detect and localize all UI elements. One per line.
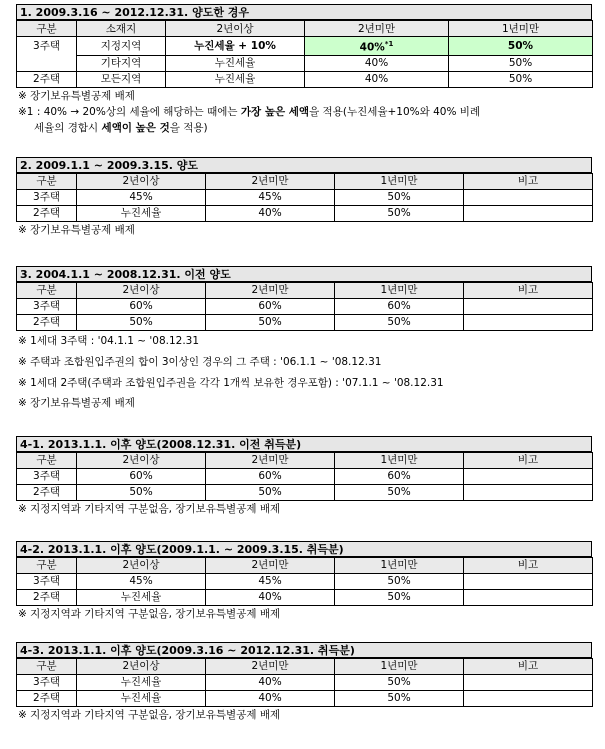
footnote-marker: *1 (384, 40, 394, 48)
table-row (17, 484, 593, 500)
footnote-emphasis: 세액이 높은 것 (101, 121, 170, 134)
table-header-row (17, 658, 593, 674)
table-cell: 2주택 (17, 484, 77, 500)
section-3-table (16, 282, 593, 331)
table-row (17, 468, 593, 484)
header-cell: 비고 (464, 282, 593, 298)
header-cell: 2년미만 (206, 452, 335, 468)
table-cell (17, 55, 77, 71)
table-header-row (17, 452, 593, 468)
table-cell: 50% (335, 690, 464, 706)
table-cell: 45% (77, 189, 206, 205)
table-cell: 2주택 (17, 690, 77, 706)
section-1-title: 1. 2009.3.16 ~ 2012.12.31. 양도한 경우 (16, 4, 592, 20)
section-2 (16, 157, 592, 238)
table-row (17, 37, 593, 56)
footnote-text: 을 적용) (169, 121, 208, 134)
header-cell: 구분 (17, 173, 77, 189)
header-cell: 비고 (464, 173, 593, 189)
note: ※ 지정지역과 기타지역 구분없음, 장기보유특별공제 배제 (18, 708, 281, 721)
table-cell: 3주택 (17, 468, 77, 484)
table-cell: 60% (335, 298, 464, 314)
table-row (17, 298, 593, 314)
table-cell: 3주택 (17, 37, 77, 56)
document-page (16, 4, 592, 723)
header-cell: 2년이상 (77, 282, 206, 298)
table-cell (464, 589, 593, 605)
section-1-table (16, 20, 593, 88)
note: ※ 1세대 3주택 : '04.1.1 ~ '08.12.31 (18, 334, 200, 347)
table-cell: 45% (206, 189, 335, 205)
table-cell: 50% (206, 484, 335, 500)
table-cell: 50% (335, 205, 464, 221)
header-cell: 1년미만 (335, 658, 464, 674)
table-cell: 2주택 (17, 314, 77, 330)
header-cell: 비고 (464, 452, 593, 468)
header-cell: 1년미만 (335, 282, 464, 298)
note: ※ 지정지역과 기타지역 구분없음, 장기보유특별공제 배제 (18, 502, 281, 515)
table-cell (464, 468, 593, 484)
table-cell: 50% (449, 55, 593, 71)
section-4-2-table (16, 557, 593, 606)
table-cell: 50% (77, 484, 206, 500)
table-cell-highlight (305, 37, 449, 56)
table-cell: 40% (305, 55, 449, 71)
note: ※ 장기보유특별공제 배제 (18, 223, 135, 236)
table-cell: 40% (206, 690, 335, 706)
table-cell: 50% (449, 71, 593, 87)
table-cell: 누진세율 (166, 71, 305, 87)
table-cell: 45% (77, 573, 206, 589)
header-cell: 1년미만 (449, 21, 593, 37)
header-cell: 2년이상 (166, 21, 305, 37)
section-2-title: 2. 2009.1.1 ~ 2009.3.15. 양도 (16, 157, 592, 173)
table-cell: 40% (206, 589, 335, 605)
table-cell: 60% (335, 468, 464, 484)
table-cell: 50% (77, 314, 206, 330)
header-cell: 2년이상 (77, 658, 206, 674)
header-cell: 구분 (17, 658, 77, 674)
note: ※ 장기보유특별공제 배제 (18, 396, 135, 409)
table-cell: 50% (335, 589, 464, 605)
section-4-1-title: 4-1. 2013.1.1. 이후 양도(2008.12.31. 이전 취득분) (16, 436, 592, 452)
table-cell (464, 314, 593, 330)
table-cell: 60% (77, 468, 206, 484)
header-cell: 1년미만 (335, 452, 464, 468)
header-cell: 비고 (464, 557, 593, 573)
table-row (17, 71, 593, 87)
table-cell: 45% (206, 573, 335, 589)
table-cell (464, 573, 593, 589)
table-cell: 40% (305, 71, 449, 87)
table-cell: 3주택 (17, 189, 77, 205)
header-cell: 1년미만 (335, 557, 464, 573)
table-cell: 3주택 (17, 674, 77, 690)
table-row (17, 189, 593, 205)
section-1 (16, 4, 592, 136)
table-header-row (17, 557, 593, 573)
footnote-continuation (18, 120, 592, 136)
table-cell: 3주택 (17, 298, 77, 314)
table-cell: 60% (206, 298, 335, 314)
table-row (17, 314, 593, 330)
table-header-row (17, 282, 593, 298)
table-cell: 2주택 (17, 589, 77, 605)
table-row (17, 690, 593, 706)
note: ※ 지정지역과 기타지역 구분없음, 장기보유특별공제 배제 (18, 607, 281, 620)
footnote (16, 104, 592, 136)
table-row (17, 205, 593, 221)
header-cell: 2년미만 (206, 658, 335, 674)
footnote-text: 을 적용(누진세율+10%와 40% 비례 (309, 105, 481, 118)
table-cell: 누진세율 (77, 690, 206, 706)
table-cell: 50% (335, 314, 464, 330)
section-4-2 (16, 541, 592, 622)
table-cell: 누진세율 (77, 205, 206, 221)
table-row (17, 55, 593, 71)
table-cell-highlight: 50% (449, 37, 593, 56)
table-cell (464, 189, 593, 205)
table-cell: 50% (335, 484, 464, 500)
header-cell: 구분 (17, 557, 77, 573)
header-cell: 2년미만 (206, 173, 335, 189)
section-2-table (16, 173, 593, 222)
section-4-3 (16, 642, 592, 723)
footnote-emphasis: 가장 높은 세액 (240, 105, 310, 118)
note: ※ 장기보유특별공제 배제 (18, 89, 135, 102)
table-cell: 누진세율 (166, 55, 305, 71)
section-4-3-table (16, 658, 593, 707)
table-cell: 50% (335, 189, 464, 205)
note: ※ 1세대 2주택(주택과 조합원입주권을 각각 1개씩 보유한 경우포함) : '07.1.1 ~ '08.12.31 (18, 376, 444, 389)
section-4-2-title: 4-2. 2013.1.1. 이후 양도(2009.1.1. ~ 2009.3.15. 취득분) (16, 541, 592, 557)
table-cell: 2주택 (17, 205, 77, 221)
table-cell (464, 205, 593, 221)
table-row (17, 573, 593, 589)
note: ※ 주택과 조합원입주권의 합이 3이상인 경우의 그 주택 : '06.1.1 ~ '08.12.31 (18, 355, 382, 368)
table-cell: 3주택 (17, 573, 77, 589)
table-cell (464, 690, 593, 706)
table-row (17, 589, 593, 605)
header-cell: 2년미만 (206, 557, 335, 573)
header-cell: 2년이상 (77, 557, 206, 573)
header-cell: 2년이상 (77, 173, 206, 189)
section-3 (16, 266, 592, 412)
table-cell: 40% (206, 205, 335, 221)
header-cell: 2년이상 (77, 452, 206, 468)
header-cell: 2년미만 (305, 21, 449, 37)
cell-value: 40% (359, 41, 385, 54)
table-cell: 누진세율 (77, 589, 206, 605)
header-cell: 구분 (17, 452, 77, 468)
table-cell: 누진세율 (77, 674, 206, 690)
table-cell: 60% (206, 468, 335, 484)
table-cell: 지정지역 (77, 37, 166, 56)
section-4-1 (16, 436, 592, 517)
section-4-1-table (16, 452, 593, 501)
table-cell (464, 484, 593, 500)
table-cell: 60% (77, 298, 206, 314)
table-cell (464, 298, 593, 314)
footnote-text: 세율의 경합시 (34, 121, 102, 134)
table-header-row (17, 21, 593, 37)
header-cell: 비고 (464, 658, 593, 674)
table-cell: 50% (335, 674, 464, 690)
table-cell (464, 674, 593, 690)
table-cell: 기타지역 (77, 55, 166, 71)
section-3-title: 3. 2004.1.1 ~ 2008.12.31. 이전 양도 (16, 266, 592, 282)
table-cell: 2주택 (17, 71, 77, 87)
table-row (17, 674, 593, 690)
header-cell: 구분 (17, 21, 77, 37)
header-cell: 소재지 (77, 21, 166, 37)
table-cell: 누진세율 + 10% (166, 37, 305, 56)
header-cell: 2년미만 (206, 282, 335, 298)
footnote-text: ※1 : 40% → 20%상의 세율에 해당하는 때에는 (18, 105, 241, 118)
table-cell: 40% (206, 674, 335, 690)
header-cell: 1년미만 (335, 173, 464, 189)
header-cell: 구분 (17, 282, 77, 298)
section-4-3-title: 4-3. 2013.1.1. 이후 양도(2009.3.16 ~ 2012.12.31. 취득분) (16, 642, 592, 658)
table-header-row (17, 173, 593, 189)
table-cell: 50% (335, 573, 464, 589)
table-cell: 50% (206, 314, 335, 330)
table-cell: 모든지역 (77, 71, 166, 87)
